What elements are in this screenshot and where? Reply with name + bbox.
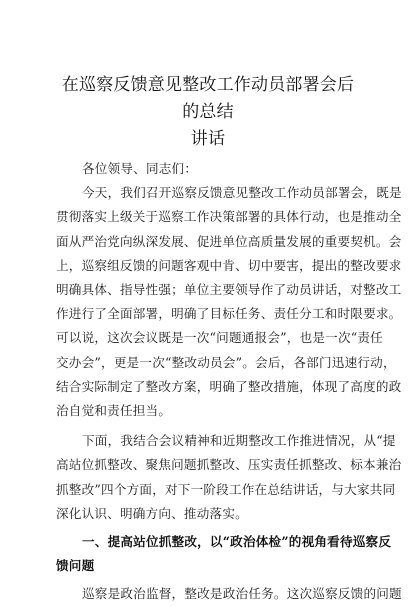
title-line: 讲话 <box>190 129 226 149</box>
paragraph-line: 面从严治党向纵深发展、促进单位高质量发展的重要契机。会 <box>56 233 402 249</box>
section-heading-1 <box>56 530 392 578</box>
document-title <box>56 72 360 153</box>
paragraph-1 <box>56 181 402 423</box>
paragraph-3 <box>56 582 402 606</box>
paragraph-line: 抓整改”四个方面，对下一阶段工作在总结讲话，与大家共同 <box>56 481 396 497</box>
document-page <box>56 72 402 607</box>
paragraph-line: 深化认识、明确方向、推动落实。 <box>56 505 248 521</box>
heading-line: 馈问题 <box>56 558 95 574</box>
paragraph-line: 作进行了全面部署，明确了目标任务、责任分工和时限要求。 <box>56 306 402 322</box>
paragraph-line: 巡察是政治监督，整改是政治任务。这次巡察反馈的问题 <box>82 586 402 602</box>
paragraph-line: 结合实际制定了整改方案，明确了整改措施，体现了高度的政 <box>56 378 402 394</box>
paragraph-line: 贯彻落实上级关于巡察工作决策部署的具体行动，也是推动全 <box>56 209 402 225</box>
paragraph-line: 交办会”，更是一次“整改动员会”。会后，各部门迅速行动， <box>56 354 396 370</box>
paragraph-line: 今天，我们召开巡察反馈意见整改工作动员部署会，既是 <box>82 185 402 201</box>
paragraph-line: 治自觉和责任担当。 <box>56 403 172 419</box>
paragraph-line: 下面，我结合会议精神和近期整改工作推进情况，从“提 <box>82 433 396 449</box>
paragraph-2 <box>56 429 402 526</box>
title-line: 在巡察反馈意见整改工作动员部署会后的总结 <box>61 75 355 122</box>
paragraph-line: 可以说，这次会议既是一次“问题通报会”，也是一次“责任 <box>56 330 383 346</box>
paragraph-line: 上，巡察组反馈的问题客观中肯、切中要害，提出的整改要求 <box>56 257 402 273</box>
salutation-text: 各位领导、同志们： <box>82 161 198 176</box>
heading-line: 一、提高站位抓整改，以“政治体检”的视角看待巡察反 <box>82 534 392 550</box>
paragraph-line: 明确具体、指导性强；单位主要领导作了动员讲话，对整改工 <box>56 282 402 298</box>
salutation <box>56 157 360 181</box>
paragraph-line: 高站位抓整改、聚焦问题抓整改、压实责任抓整改、标本兼治 <box>56 457 402 473</box>
